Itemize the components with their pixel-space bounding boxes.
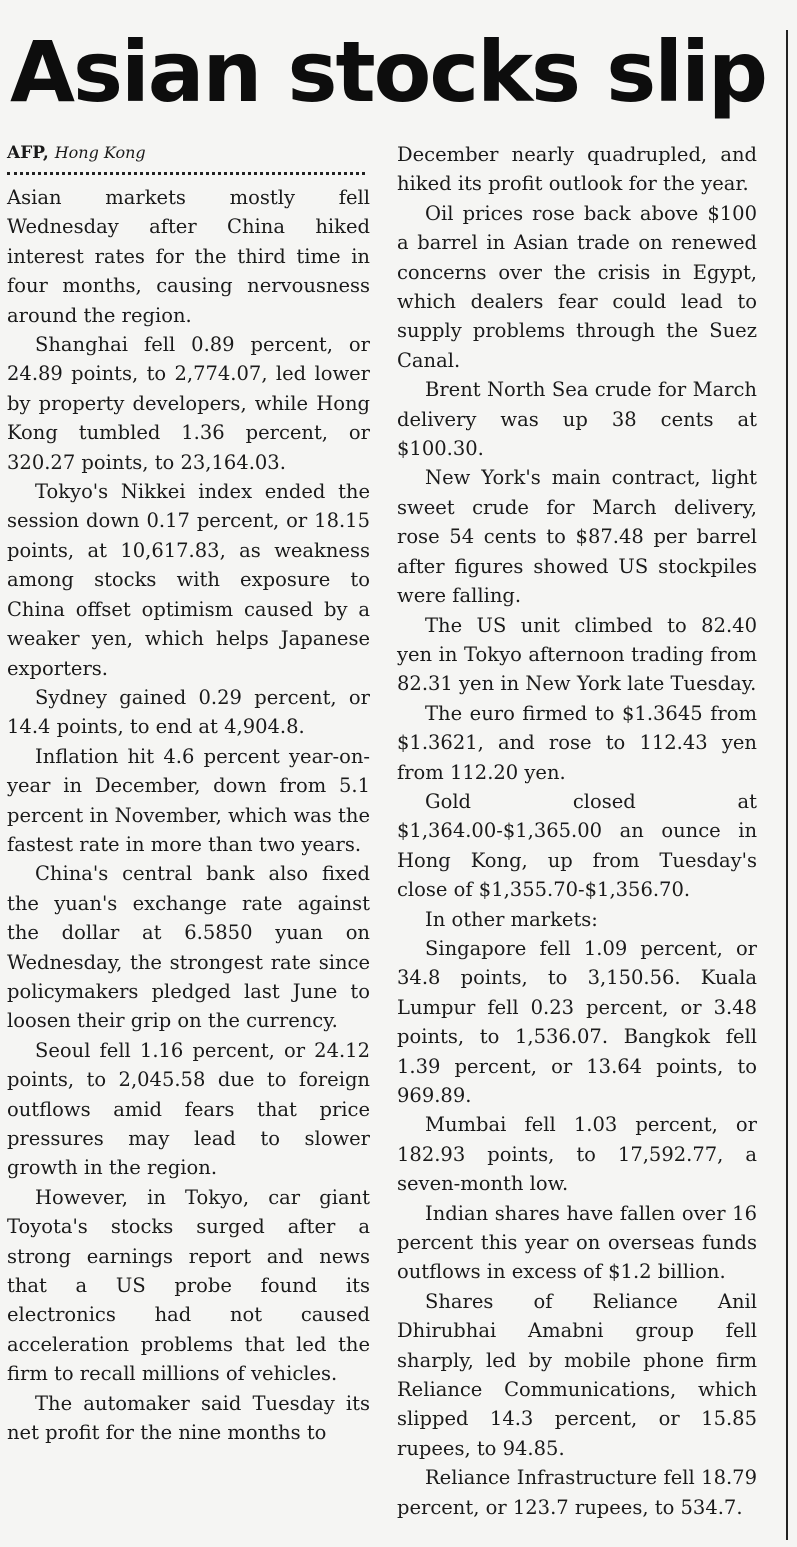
article-paragraph: Tokyo's Nikkei index ended the session down 0.17 percent, or 18.15 points, at 10,617.83, as weakness among stocks with exposure to China offset optimism caused by a weaker yen, which helps Japanese exporters. <box>7 480 370 680</box>
byline-agency: AFP, <box>7 143 49 163</box>
article-paragraph: December nearly quadrupled, and hiked its profit outlook for the year. <box>397 143 757 196</box>
article-paragraph: Oil prices rose back above $100 a barrel in Asian trade on renewed concerns over the crisis in Egypt, which dealers fear could lead to supply problems through the Suez Canal. <box>397 201 757 372</box>
article-paragraph: China's central bank also fixed the yuan's exchange rate against the dollar at 6.5850 yuan on Wednesday, the strongest rate since policymakers pledged last June to loosen their grip on the currency. <box>7 862 370 1033</box>
article-paragraph: Seoul fell 1.16 percent, or 24.12 points, to 2,045.58 due to foreign outflows amid fears that price pressures may lead to slower growth in the region. <box>7 1038 370 1180</box>
article-paragraph: The euro firmed to $1.3645 from $1.3621, and rose to 112.43 yen from 112.20 yen. <box>397 701 757 784</box>
article-paragraph: The automaker said Tuesday its net profit for the nine months to <box>7 1391 370 1445</box>
article-paragraph: In other markets: <box>425 907 598 931</box>
article-paragraph: Singapore fell 1.09 percent, or 34.8 points, to 3,150.56. Kuala Lumpur fell 0.23 percent, or 3.48 points, to 1,536.07. Bangkok fell 1.39 percent, or 13.64 points, to 969.89. <box>397 936 757 1107</box>
article-column-right <box>397 140 757 1522</box>
article-paragraph: Mumbai fell 1.03 percent, or 182.93 points, to 17,592.77, a seven-month low. <box>397 1113 757 1196</box>
article-paragraph: However, in Tokyo, car giant Toyota's stocks surged after a strong earnings report and news that a US probe found its electronics had not caused acceleration problems that led the firm to recall millions of vehicles. <box>7 1185 370 1386</box>
dotted-divider <box>7 172 365 175</box>
article-paragraph: Inflation hit 4.6 percent year-on-year in December, down from 5.1 percent in November, which was the fastest rate in more than two years. <box>7 744 370 856</box>
byline-dateline: Hong Kong <box>54 143 146 162</box>
article-paragraph: Asian markets mostly fell Wednesday after China hiked interest rates for the third time in four months, causing nervousness around the region. <box>7 186 370 327</box>
headline: Asian stocks slip <box>10 23 767 121</box>
article-paragraph: Shares of Reliance Anil Dhirubhai Amabni group fell sharply, led by mobile phone firm Reliance Communications, which slipped 14.3 percent, or 15.85 rupees, to 94.85. <box>397 1289 757 1460</box>
article-paragraph: Gold closed at $1,364.00-$1,365.00 an ounce in Hong Kong, up from Tuesday's close of $1,355.70-$1,356.70. <box>397 789 757 902</box>
article-paragraph: Reliance Infrastructure fell 18.79 percent, or 123.7 rupees, to 534.7. <box>397 1466 757 1519</box>
article-paragraph: Shanghai fell 0.89 percent, or 24.89 points, to 2,774.07, led lower by property developers, while Hong Kong tumbled 1.36 percent, or 320.27 points, to 23,164.03. <box>7 333 370 474</box>
byline <box>7 140 370 166</box>
article-paragraph: Indian shares have fallen over 16 percent this year on overseas funds outflows in excess of $1.2 billion. <box>397 1201 757 1284</box>
article-paragraph: Sydney gained 0.29 percent, or 14.4 points, to end at 4,904.8. <box>7 685 370 739</box>
article-paragraph: New York's main contract, light sweet crude for March delivery, rose 54 cents to $87.48 per barrel after figures showed US stockpiles were falling. <box>397 466 757 608</box>
article-paragraph: The US unit climbed to 82.40 yen in Tokyo afternoon trading from 82.31 yen in New York late Tuesday. <box>397 613 757 696</box>
column-rule <box>786 30 788 1540</box>
article-column-left <box>7 140 370 1447</box>
article-paragraph: Brent North Sea crude for March delivery was up 38 cents at $100.30. <box>397 378 757 461</box>
